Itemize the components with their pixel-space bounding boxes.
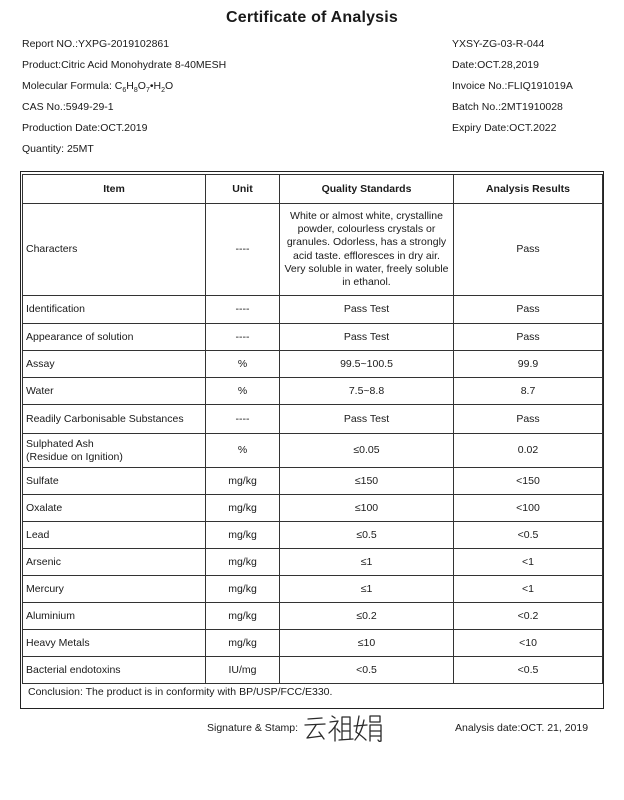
cell-result: Pass xyxy=(454,204,603,296)
cell-result: <10 xyxy=(454,630,603,657)
table-row xyxy=(23,351,603,378)
cell-result: <0.2 xyxy=(454,603,603,630)
cell-result: Pass xyxy=(454,296,603,324)
cell-result: <100 xyxy=(454,495,603,522)
cell-unit: mg/kg xyxy=(206,522,280,549)
report-number: Report NO.:YXPG-2019102861 xyxy=(22,38,170,50)
cell-result: 0.02 xyxy=(454,434,603,468)
cell-unit: ---- xyxy=(206,324,280,351)
molecular-formula: Molecular Formula: $C_6H_8O_7•H_2O$ xyxy=(22,80,174,95)
cell-item xyxy=(23,434,206,468)
table-row xyxy=(23,405,603,434)
cell-result: Pass xyxy=(454,324,603,351)
cell-standard: ≤1 xyxy=(280,549,454,576)
table-row xyxy=(23,296,603,324)
cell-standard: <0.5 xyxy=(280,657,454,684)
cell-result: <150 xyxy=(454,468,603,495)
cell-unit: ---- xyxy=(206,296,280,324)
cell-item: Bacterial endotoxins xyxy=(23,657,206,684)
cell-item: Readily Carbonisable Substances xyxy=(23,405,206,434)
cell-standard: ≤150 xyxy=(280,468,454,495)
quantity: Quantity: 25MT xyxy=(22,143,94,155)
cell-standard: Pass Test xyxy=(280,405,454,434)
handwritten-signature xyxy=(302,708,386,744)
table-row xyxy=(23,495,603,522)
cell-result: <1 xyxy=(454,549,603,576)
cell-item: Characters xyxy=(23,204,206,296)
table-row xyxy=(23,204,603,296)
signature-label: Signature & Stamp: xyxy=(207,722,299,734)
cell-unit: % xyxy=(206,378,280,405)
table-row xyxy=(23,603,603,630)
cell-standard: Pass Test xyxy=(280,296,454,324)
cell-standard: Pass Test xyxy=(280,324,454,351)
cell-unit: IU/mg xyxy=(206,657,280,684)
header-item: Item xyxy=(23,175,206,204)
cell-standard: ≤1 xyxy=(280,576,454,603)
table-row xyxy=(23,434,603,468)
cell-item: Mercury xyxy=(23,576,206,603)
table-row xyxy=(23,378,603,405)
table-row xyxy=(23,630,603,657)
analysis-date: Analysis date:OCT. 21, 2019 xyxy=(455,722,589,734)
table-row xyxy=(23,324,603,351)
cell-item-line: Sulphated Ash xyxy=(26,437,94,450)
production-date: Production Date:OCT.2019 xyxy=(22,122,148,134)
conclusion-text: Conclusion: The product is in conformity with BP/USP/FCC/E330. xyxy=(28,686,333,698)
cell-result: <1 xyxy=(454,576,603,603)
cas-number: CAS No.:5949-29-1 xyxy=(22,101,114,113)
cell-item: Sulfate xyxy=(23,468,206,495)
cell-standard: 7.5~8.8 xyxy=(280,378,454,405)
invoice-number: Invoice No.:FLIQ191019A xyxy=(452,80,573,92)
cell-unit: % xyxy=(206,434,280,468)
cell-standard: White or almost white, crystalline powder, colourless crystals or granules. Odorless, has a strongly acid taste. effloresces in dry air. Very soluble in water, freely soluble in ethanol. xyxy=(280,204,454,296)
analysis-table xyxy=(22,174,603,684)
cell-item: Lead xyxy=(23,522,206,549)
table-row xyxy=(23,576,603,603)
cell-standard: ≤100 xyxy=(280,495,454,522)
cell-standard: ≤0.05 xyxy=(280,434,454,468)
cell-unit: ---- xyxy=(206,405,280,434)
cell-item: Appearance of solution xyxy=(23,324,206,351)
cell-item: Assay xyxy=(23,351,206,378)
cell-unit: mg/kg xyxy=(206,630,280,657)
cell-item: Oxalate xyxy=(23,495,206,522)
cell-item: Aluminium xyxy=(23,603,206,630)
cell-unit: mg/kg xyxy=(206,468,280,495)
cell-result: 8.7 xyxy=(454,378,603,405)
cell-result: <0.5 xyxy=(454,657,603,684)
table-header-row xyxy=(23,175,603,204)
product-name: Product:Citric Acid Monohydrate 8-40MESH xyxy=(22,59,227,71)
form-code: YXSY-ZG-03-R-044 xyxy=(452,38,545,50)
header-analysis-results: Analysis Results xyxy=(454,175,603,204)
cell-unit: mg/kg xyxy=(206,549,280,576)
cell-item: Identification xyxy=(23,296,206,324)
header-unit: Unit xyxy=(206,175,280,204)
table-row xyxy=(23,549,603,576)
issue-date: Date:OCT.28,2019 xyxy=(452,59,539,71)
cell-standard: 99.5~100.5 xyxy=(280,351,454,378)
cell-result: Pass xyxy=(454,405,603,434)
cell-item: Heavy Metals xyxy=(23,630,206,657)
cell-result: 99.9 xyxy=(454,351,603,378)
cell-unit: mg/kg xyxy=(206,576,280,603)
expiry-date: Expiry Date:OCT.2022 xyxy=(452,122,557,134)
cell-unit: mg/kg xyxy=(206,603,280,630)
cell-standard: ≤0.2 xyxy=(280,603,454,630)
batch-number: Batch No.:2MT1910028 xyxy=(452,101,563,113)
table-row xyxy=(23,468,603,495)
cell-standard: ≤10 xyxy=(280,630,454,657)
cell-item-line: (Residue on Ignition) xyxy=(26,450,123,463)
header-quality-standards: Quality Standards xyxy=(280,175,454,204)
cell-result: <0.5 xyxy=(454,522,603,549)
cell-unit: % xyxy=(206,351,280,378)
document-title: Certificate of Analysis xyxy=(225,9,399,26)
cell-item: Water xyxy=(23,378,206,405)
cell-unit: mg/kg xyxy=(206,495,280,522)
cell-item: Arsenic xyxy=(23,549,206,576)
table-row xyxy=(23,522,603,549)
cell-unit: ---- xyxy=(206,204,280,296)
cell-standard: ≤0.5 xyxy=(280,522,454,549)
table-row xyxy=(23,657,603,684)
